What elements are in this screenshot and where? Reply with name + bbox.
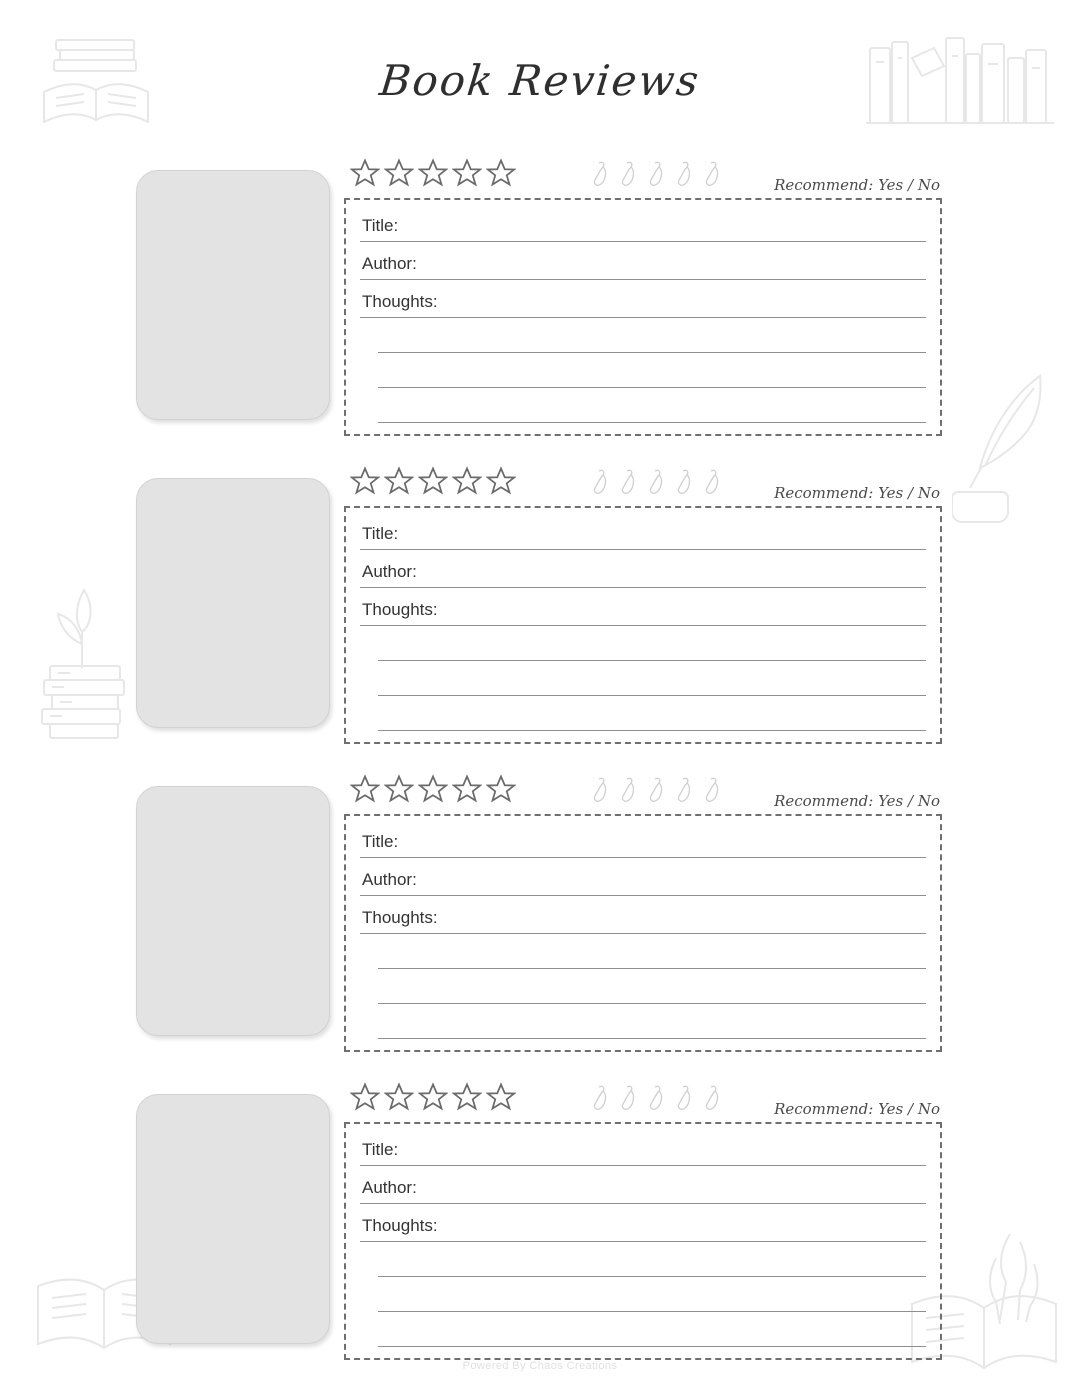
review-fields-box bbox=[344, 814, 942, 1052]
thoughts-line[interactable] bbox=[360, 359, 926, 394]
chili-pepper-icon[interactable] bbox=[618, 774, 638, 804]
spice-rating[interactable] bbox=[590, 1082, 722, 1112]
star-outline-icon[interactable] bbox=[418, 774, 448, 804]
thoughts-line[interactable] bbox=[360, 975, 926, 1010]
author-field[interactable] bbox=[360, 864, 926, 902]
chili-pepper-icon[interactable] bbox=[590, 774, 610, 804]
title-field[interactable] bbox=[360, 210, 926, 248]
star-outline-icon[interactable] bbox=[418, 466, 448, 496]
star-outline-icon[interactable] bbox=[350, 774, 380, 804]
title-rule bbox=[360, 241, 926, 242]
star-outline-icon[interactable] bbox=[350, 466, 380, 496]
chili-pepper-icon[interactable] bbox=[646, 774, 666, 804]
thoughts-field[interactable] bbox=[360, 1210, 926, 1248]
line-rule bbox=[378, 422, 926, 423]
star-outline-icon[interactable] bbox=[384, 774, 414, 804]
author-field[interactable] bbox=[360, 1172, 926, 1210]
line-rule bbox=[378, 968, 926, 969]
star-outline-icon[interactable] bbox=[384, 158, 414, 188]
thoughts-line[interactable] bbox=[360, 394, 926, 429]
thoughts-line[interactable] bbox=[360, 1318, 926, 1353]
page-title: Book Reviews bbox=[377, 56, 703, 105]
author-label: Author: bbox=[362, 870, 421, 890]
review-fields-box bbox=[344, 198, 942, 436]
review-entry bbox=[0, 150, 1080, 440]
chili-pepper-icon[interactable] bbox=[702, 774, 722, 804]
chili-pepper-icon[interactable] bbox=[618, 158, 638, 188]
line-rule bbox=[378, 352, 926, 353]
thoughts-rule bbox=[360, 625, 926, 626]
book-cover-placeholder[interactable] bbox=[136, 478, 330, 728]
thoughts-line[interactable] bbox=[360, 324, 926, 359]
spice-rating[interactable] bbox=[590, 774, 722, 804]
line-rule bbox=[378, 1276, 926, 1277]
title-label: Title: bbox=[362, 216, 402, 236]
star-outline-icon[interactable] bbox=[452, 158, 482, 188]
thoughts-rule bbox=[360, 317, 926, 318]
thoughts-line[interactable] bbox=[360, 940, 926, 975]
review-entry bbox=[0, 766, 1080, 1056]
rating-row bbox=[344, 458, 942, 504]
star-outline-icon[interactable] bbox=[350, 1082, 380, 1112]
footer-credit: Powered By Chaos Creations bbox=[462, 1360, 618, 1372]
recommend-label[interactable]: Recommend: Yes / No bbox=[774, 792, 940, 810]
line-rule bbox=[378, 660, 926, 661]
thoughts-line[interactable] bbox=[360, 1248, 926, 1283]
chili-pepper-icon[interactable] bbox=[618, 466, 638, 496]
thoughts-field[interactable] bbox=[360, 286, 926, 324]
title-rule bbox=[360, 857, 926, 858]
book-cover-placeholder[interactable] bbox=[136, 1094, 330, 1344]
rating-row bbox=[344, 1074, 942, 1120]
star-rating[interactable] bbox=[350, 158, 516, 188]
star-rating[interactable] bbox=[350, 774, 516, 804]
line-rule bbox=[378, 1346, 926, 1347]
line-rule bbox=[378, 695, 926, 696]
author-field[interactable] bbox=[360, 248, 926, 286]
chili-pepper-icon[interactable] bbox=[702, 158, 722, 188]
line-rule bbox=[378, 1311, 926, 1312]
chili-pepper-icon[interactable] bbox=[618, 1082, 638, 1112]
thoughts-line[interactable] bbox=[360, 1283, 926, 1318]
star-outline-icon[interactable] bbox=[486, 158, 516, 188]
title-field[interactable] bbox=[360, 1134, 926, 1172]
title-rule bbox=[360, 1165, 926, 1166]
title-label: Title: bbox=[362, 1140, 402, 1160]
line-rule bbox=[378, 387, 926, 388]
review-fields-box bbox=[344, 506, 942, 744]
star-outline-icon[interactable] bbox=[486, 1082, 516, 1112]
recommend-label[interactable]: Recommend: Yes / No bbox=[774, 1100, 940, 1118]
thoughts-rule bbox=[360, 933, 926, 934]
chili-pepper-icon[interactable] bbox=[646, 1082, 666, 1112]
chili-pepper-icon[interactable] bbox=[590, 1082, 610, 1112]
book-cover-placeholder[interactable] bbox=[136, 786, 330, 1036]
recommend-label[interactable]: Recommend: Yes / No bbox=[774, 176, 940, 194]
chili-pepper-icon[interactable] bbox=[646, 466, 666, 496]
review-entries-list bbox=[0, 150, 1080, 1382]
chili-pepper-icon[interactable] bbox=[702, 1082, 722, 1112]
star-outline-icon[interactable] bbox=[418, 158, 448, 188]
spice-rating[interactable] bbox=[590, 158, 722, 188]
star-outline-icon[interactable] bbox=[486, 774, 516, 804]
author-rule bbox=[360, 895, 926, 896]
thoughts-line[interactable] bbox=[360, 702, 926, 737]
title-label: Title: bbox=[362, 832, 402, 852]
review-entry bbox=[0, 1074, 1080, 1364]
chili-pepper-icon[interactable] bbox=[590, 158, 610, 188]
title-field[interactable] bbox=[360, 826, 926, 864]
thoughts-label: Thoughts: bbox=[362, 292, 442, 312]
line-rule bbox=[378, 730, 926, 731]
chili-pepper-icon[interactable] bbox=[702, 466, 722, 496]
thoughts-field[interactable] bbox=[360, 594, 926, 632]
thoughts-line[interactable] bbox=[360, 667, 926, 702]
chili-pepper-icon[interactable] bbox=[646, 158, 666, 188]
star-rating[interactable] bbox=[350, 466, 516, 496]
review-fields-box bbox=[344, 1122, 942, 1360]
thoughts-label: Thoughts: bbox=[362, 1216, 442, 1236]
author-label: Author: bbox=[362, 254, 421, 274]
title-field[interactable] bbox=[360, 518, 926, 556]
rating-row bbox=[344, 150, 942, 196]
star-outline-icon[interactable] bbox=[452, 774, 482, 804]
star-outline-icon[interactable] bbox=[350, 158, 380, 188]
thoughts-line[interactable] bbox=[360, 1010, 926, 1045]
spice-rating[interactable] bbox=[590, 466, 722, 496]
star-outline-icon[interactable] bbox=[418, 1082, 448, 1112]
thoughts-rule bbox=[360, 1241, 926, 1242]
book-cover-placeholder[interactable] bbox=[136, 170, 330, 420]
chili-pepper-icon[interactable] bbox=[674, 466, 694, 496]
recommend-label[interactable]: Recommend: Yes / No bbox=[774, 484, 940, 502]
rating-row bbox=[344, 766, 942, 812]
author-label: Author: bbox=[362, 562, 421, 582]
author-rule bbox=[360, 279, 926, 280]
chili-pepper-icon[interactable] bbox=[590, 466, 610, 496]
author-label: Author: bbox=[362, 1178, 421, 1198]
thoughts-field[interactable] bbox=[360, 902, 926, 940]
star-outline-icon[interactable] bbox=[384, 1082, 414, 1112]
star-outline-icon[interactable] bbox=[452, 1082, 482, 1112]
title-rule bbox=[360, 549, 926, 550]
author-rule bbox=[360, 587, 926, 588]
thoughts-label: Thoughts: bbox=[362, 600, 442, 620]
star-rating[interactable] bbox=[350, 1082, 516, 1112]
chili-pepper-icon[interactable] bbox=[674, 1082, 694, 1112]
star-outline-icon[interactable] bbox=[452, 466, 482, 496]
line-rule bbox=[378, 1038, 926, 1039]
author-field[interactable] bbox=[360, 556, 926, 594]
author-rule bbox=[360, 1203, 926, 1204]
chili-pepper-icon[interactable] bbox=[674, 158, 694, 188]
star-outline-icon[interactable] bbox=[384, 466, 414, 496]
title-label: Title: bbox=[362, 524, 402, 544]
chili-pepper-icon[interactable] bbox=[674, 774, 694, 804]
thoughts-label: Thoughts: bbox=[362, 908, 442, 928]
review-entry bbox=[0, 458, 1080, 748]
line-rule bbox=[378, 1003, 926, 1004]
thoughts-line[interactable] bbox=[360, 632, 926, 667]
star-outline-icon[interactable] bbox=[486, 466, 516, 496]
